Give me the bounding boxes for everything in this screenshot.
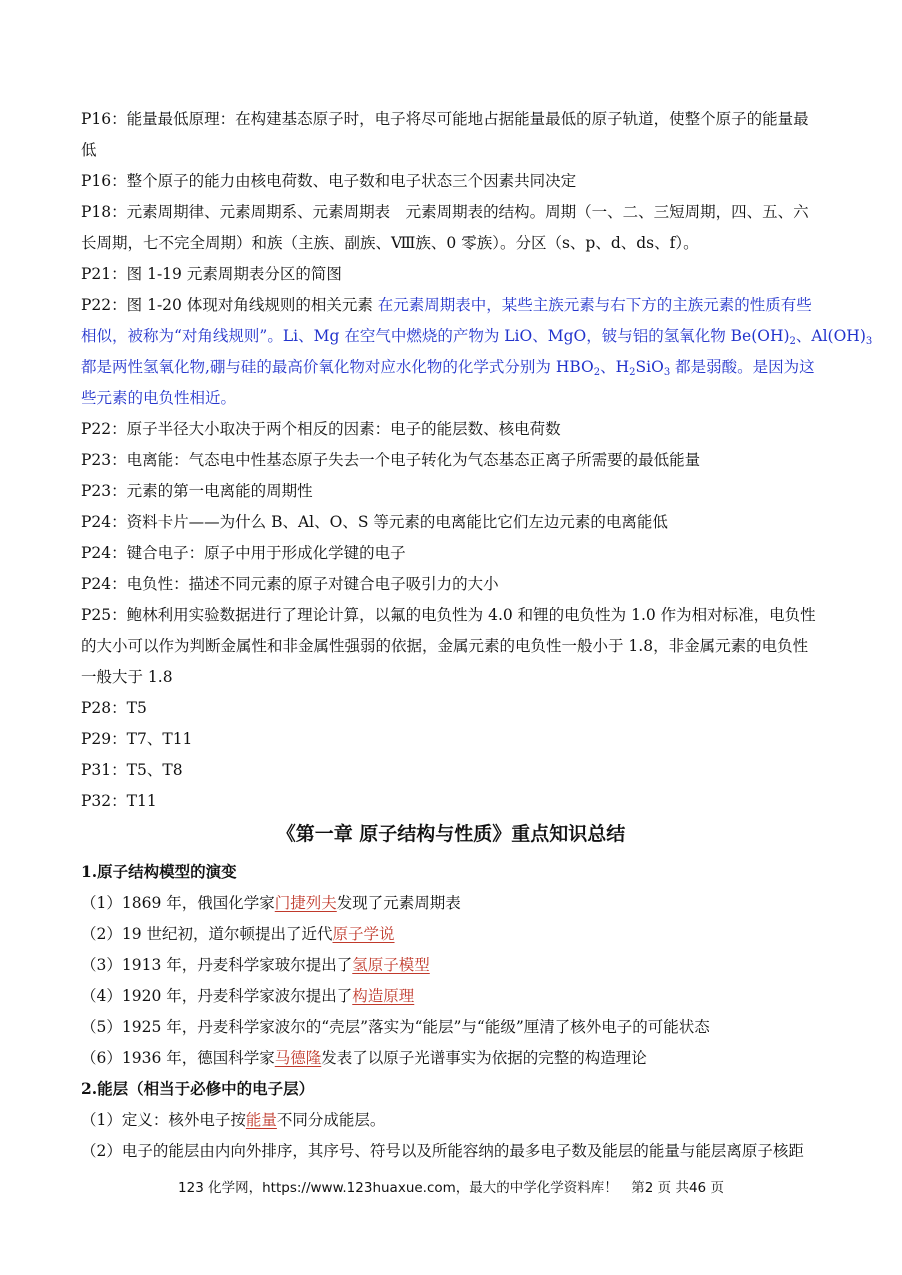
keyword: 马德隆 bbox=[274, 1049, 322, 1067]
chapter-heading: 《第一章 原子结构与性质》重点知识总结 bbox=[276, 823, 626, 845]
list-item bbox=[81, 1047, 821, 1069]
text-segment: （1）1869 年，俄国化学家 bbox=[81, 894, 275, 912]
text-line: P22：原子半径大小取决于两个相反的因素：电子的能层数、核电荷数 bbox=[81, 420, 561, 438]
list-item bbox=[81, 954, 821, 976]
section-title: 1.原子结构模型的演变 bbox=[81, 862, 237, 881]
list-item bbox=[81, 1109, 821, 1131]
list-item bbox=[81, 985, 821, 1007]
text-line: P21：图 1-19 元素周期表分区的简图 bbox=[81, 265, 342, 283]
text-segment: P22：图 1-20 体现对角线规则的相关元素 bbox=[81, 296, 378, 314]
list-item bbox=[81, 923, 821, 945]
diagonal-rule-text: 在元素周期表中，某些主族元素与右下方的主族元素的性质有些 bbox=[377, 296, 812, 314]
section-title: 2.能层（相当于必修中的电子层） bbox=[81, 1079, 315, 1098]
text-line: P31：T5、T8 bbox=[81, 761, 183, 779]
page-footer: 123 化学网，https://www.123huaxue.com，最大的中学化学资料库！ 第2 页 共46 页 bbox=[178, 1180, 724, 1196]
keyword: 能量 bbox=[245, 1111, 277, 1129]
text-line: P16：整个原子的能力由核电荷数、电子数和电子状态三个因素共同决定 bbox=[81, 172, 577, 190]
text-segment: （6）1936 年，德国科学家 bbox=[81, 1049, 275, 1067]
text-segment: 、Al(OH) bbox=[795, 327, 866, 345]
text-segment: 都是两性氢氧化物,硼与硅的最高价氧化物对应水化物的化学式分别为 HBO bbox=[81, 358, 594, 376]
subscript: 2 bbox=[593, 367, 601, 378]
text-line: P24：电负性：描述不同元素的原子对键合电子吸引力的大小 bbox=[81, 575, 499, 593]
subscript: 2 bbox=[789, 336, 796, 347]
text-line: P16：能量最低原理：在构建基态原子时，电子将尽可能地占据能量最低的原子轨道，使整个原子的能量最 bbox=[81, 110, 809, 128]
text-line: P23：元素的第一电离能的周期性 bbox=[81, 482, 313, 500]
text-line: P24：资料卡片——为什么 B、Al、O、S 等元素的电离能比它们左边元素的电离能低 bbox=[81, 513, 668, 531]
keyword: 门捷列夫 bbox=[274, 894, 337, 912]
text-segment: SiO bbox=[635, 358, 664, 376]
list-item bbox=[81, 892, 821, 914]
subscript: 2 bbox=[629, 367, 636, 378]
text-segment: （1）定义：核外电子按 bbox=[81, 1111, 246, 1129]
subscript: 3 bbox=[663, 367, 671, 378]
subscript: 3 bbox=[865, 336, 873, 347]
text-segment: 都是弱酸。是因为这 bbox=[670, 358, 815, 376]
text-line: P24：键合电子：原子中用于形成化学键的电子 bbox=[81, 544, 406, 562]
text-line: P18：元素周期律、元素周期系、元素周期表 元素周期表的结构。周期（一、二、三短周期，四、五、六 bbox=[81, 203, 809, 221]
text-line: P23：电离能：气态电中性基态原子失去一个电子转化为气态基态正离子所需要的最低能量 bbox=[81, 451, 701, 469]
text-segment: 不同分成能层。 bbox=[276, 1111, 386, 1129]
keyword: 原子学说 bbox=[332, 925, 395, 943]
text-line bbox=[81, 356, 821, 378]
text-segment: （3）1913 年，丹麦科学家玻尔提出了 bbox=[81, 956, 353, 974]
text-line: P25：鲍林利用实验数据进行了理论计算，以氟的电负性为 4.0 和锂的电负性为 1.0 作为相对标准，电负性 bbox=[81, 606, 816, 624]
text-line: 些元素的电负性相近。 bbox=[81, 389, 237, 407]
text-segment: 相似，被称为“对角线规则”。Li、Mg 在空气中燃烧的产物为 LiO、MgO，铍与铝的氢氧化物 Be(OH) bbox=[81, 327, 790, 345]
list-item: （5）1925 年，丹麦科学家波尔的“壳层”落实为“能层”与“能级”厘清了核外电子的可能状态 bbox=[81, 1018, 710, 1036]
text-line: 的大小可以作为判断金属性和非金属性强弱的依据，金属元素的电负性一般小于 1.8，非金属元素的电负性 bbox=[81, 637, 809, 655]
text-line: P28：T5 bbox=[81, 699, 147, 717]
text-line: P32：T11 bbox=[81, 792, 157, 810]
text-line: P29：T7、T11 bbox=[81, 730, 193, 748]
text-line bbox=[81, 294, 821, 316]
list-item: （2）电子的能层由内向外排序，其序号、符号以及所能容纳的最多电子数及能层的能量与能层离原子核距 bbox=[81, 1142, 804, 1160]
keyword: 氢原子模型 bbox=[352, 956, 430, 974]
text-segment: 发表了以原子光谱事实为依据的完整的构造理论 bbox=[321, 1049, 647, 1067]
text-line: 一般大于 1.8 bbox=[81, 668, 173, 686]
text-line: 低 bbox=[81, 141, 97, 159]
text-line bbox=[81, 325, 873, 347]
text-segment: （4）1920 年，丹麦科学家波尔提出了 bbox=[81, 987, 353, 1005]
keyword: 构造原理 bbox=[352, 987, 415, 1005]
text-segment: （2）19 世纪初，道尔顿提出了近代 bbox=[81, 925, 333, 943]
text-line: 长周期，七不完全周期）和族（主族、副族、Ⅷ族、0 零族）。分区（s、p、d、ds、f）。 bbox=[81, 234, 699, 252]
text-segment: 、H bbox=[600, 358, 630, 376]
text-segment: 发现了元素周期表 bbox=[336, 894, 461, 912]
